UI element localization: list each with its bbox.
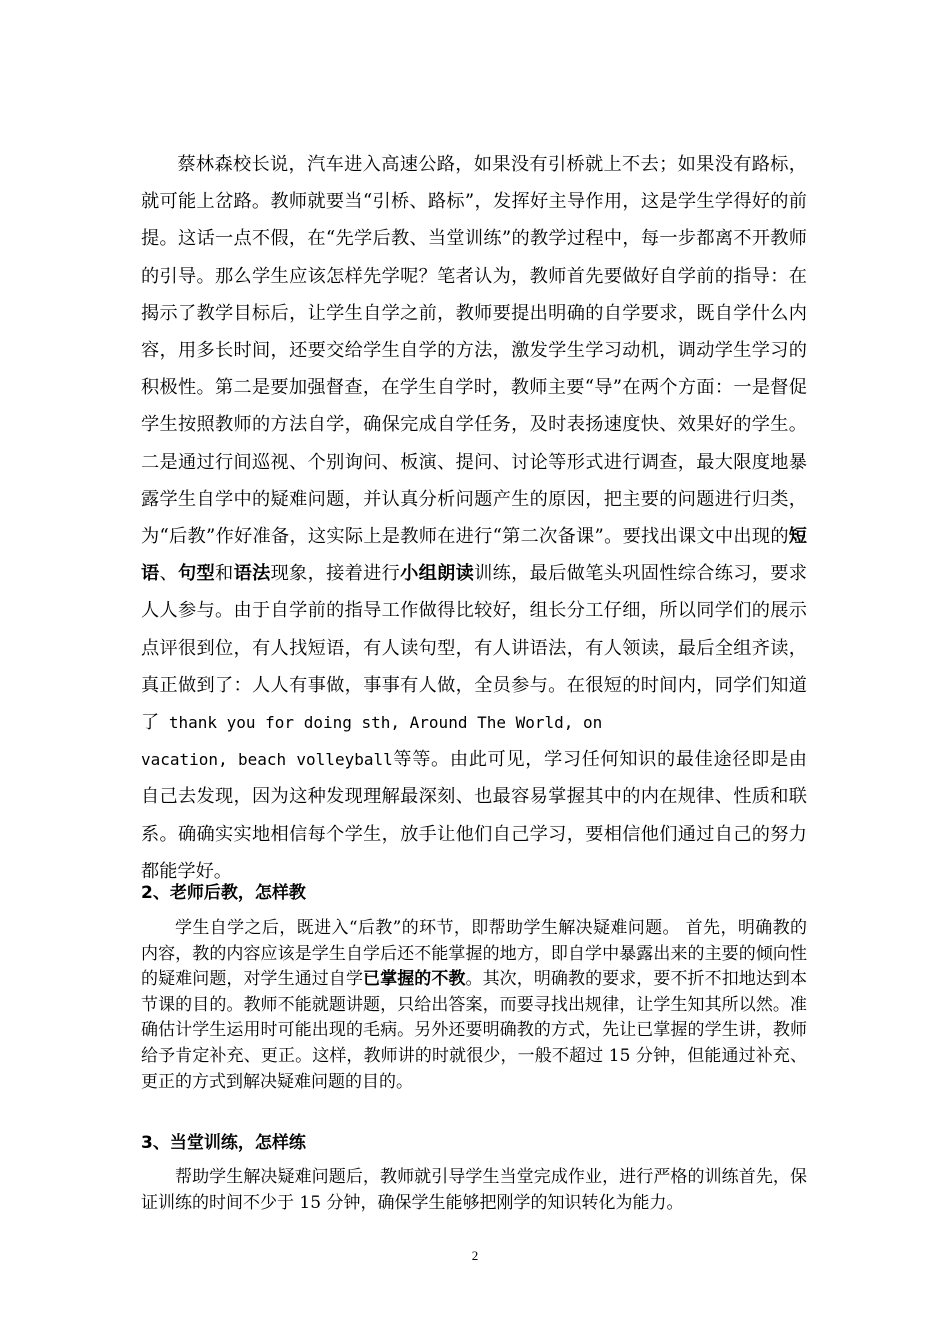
paragraph-text: 等等。由此可见，学习任何知识的最佳途径即是由自己去发现，因为这种发现理解最深刻、也最容易掌握其中的内在规律、性质和联系。确确实实地相信每个学生，放手让他们自己学习，要相信他们通过自己的努力都能学好。 bbox=[141, 749, 807, 882]
english-examples-line1: thank you for doing sth, Around The World, on bbox=[159, 713, 603, 733]
paragraph-self-study bbox=[141, 146, 807, 890]
paragraph-text: 蔡林森校长说，汽车进入高速公路，如果没有引桥就上不去；如果没有路标，就可能上岔路。教师就要当“引桥、路标”，发挥好主导作用，这是学生学得好的前提。这话一点不假，在“先学后教、当堂训练”的教学过程中，每一步都离不开教师的引导。那么学生应该怎样先学呢？笔者认为，教师首先要做好自学前的指导：在揭示了教学目标后，让学生自学之前，教师要提出明确的自学要求，既自学什么内容，用多长时间，还要交给学生自学的方法，激发学生学习动机，调动学生学习的积极性。第二是要加强督查，在学生自学时，教师主要“导”在两个方面：一是督促学生按照教师的方法自学，确保完成自学任务，及时表扬速度快、效果好的学生。二是通过行间巡视、个别询问、板演、提问、讨论等形式进行调查，最大限度地暴露学生自学中的疑难问题，并认真分析问题产生的原因，把主要的问题进行归类，为“后教”作好准备，这实际上是教师在进行“第二次备课”。要找出课文中出现的 bbox=[141, 154, 807, 548]
separator-text: 和 bbox=[215, 563, 234, 585]
bold-term-group-reading: 小组朗读 bbox=[400, 563, 475, 585]
paragraph-practice bbox=[141, 1165, 807, 1216]
paragraph-text: 现象，接着进行 bbox=[270, 563, 401, 585]
paragraph-text: 训练，最后做笔头巩固性综合练习，要求人人参与。由于自学前的指导工作做得比较好，组长分工仔细，所以同学们的展示点评很到位，有人找短语，有人读句型，有人讲语法，有人领读，最后全组齐读，真正做到了：人人有事做，事事有人做，全员参与。在很短的时间内，同学们知道了 bbox=[141, 563, 807, 734]
section-heading-teaching: 2、老师后教，怎样教 bbox=[141, 883, 306, 903]
bold-term-phrases: 短语 bbox=[141, 526, 807, 585]
paragraph-text: 。其次，明确教的要求，要不折不扣地达到本节课的目的。教师不能就题讲题，只给出答案，而要寻找出规律，让学生知其所以然。准确估计学生运用时可能出现的毛病。另外还要明确教的方式，先让已掌握的学生讲，教师给予肯定补充、更正。这样，教师讲的时就很少，一般不超过 15 分钟，但能通过补充、更正的方式到解决疑难问题的目的。 bbox=[141, 969, 808, 1092]
english-examples-line2: vacation, beach volleyball bbox=[141, 750, 393, 770]
bold-term-sentence-patterns: 句型 bbox=[178, 563, 216, 585]
paragraph-text: 帮助学生解决疑难问题后，教师就引导学生当堂完成作业，进行严格的训练首先，保证训练的时间不少于 15 分钟，确保学生能够把刚学的知识转化为能力。 bbox=[141, 1167, 807, 1213]
section-heading-practice: 3、当堂训练，怎样练 bbox=[141, 1133, 306, 1153]
separator-text: 、 bbox=[159, 563, 179, 585]
bold-term-mastered: 已掌握的不教 bbox=[363, 969, 466, 990]
paragraph-teaching bbox=[141, 916, 807, 1095]
bold-term-grammar: 语法 bbox=[233, 563, 271, 585]
page-number: 2 bbox=[471, 1248, 479, 1263]
paragraph-text: 学生自学之后，既进入“后教”的环节，即帮助学生解决疑难问题。 首先，明确教的内容，教的内容应该是学生自学后还不能掌握的地方，即自学中暴露出来的主要的倾向性的疑难问题，对学生通过自学 bbox=[141, 918, 807, 990]
